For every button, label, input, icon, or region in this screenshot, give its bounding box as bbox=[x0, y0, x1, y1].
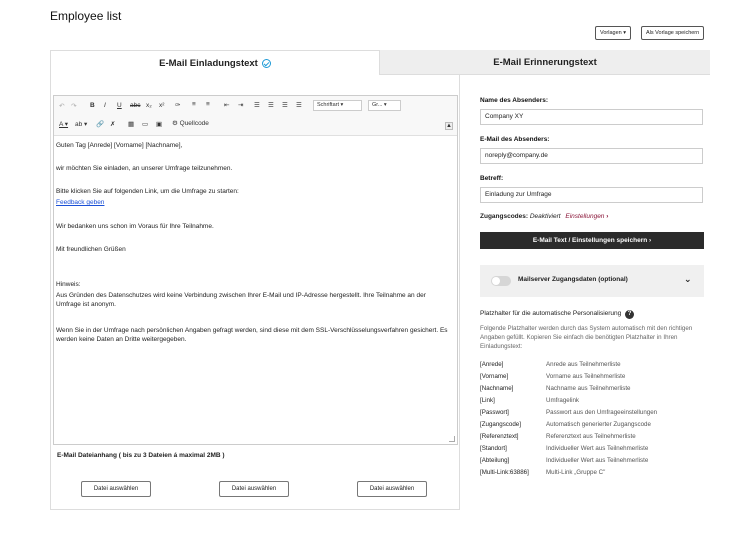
placeholder-desc: Individueller Wert aus Teilnehmerliste bbox=[546, 445, 649, 452]
caret-down-icon: ▾ bbox=[623, 30, 627, 36]
align-left-icon[interactable]: ☰ bbox=[254, 102, 260, 109]
choose-file-button-1[interactable]: Datei auswählen bbox=[81, 481, 151, 497]
image-icon[interactable]: ▣ bbox=[156, 121, 163, 128]
check-circle-icon bbox=[262, 59, 271, 68]
sender-name-input[interactable]: Company XY bbox=[480, 109, 703, 125]
rich-text-editor[interactable] bbox=[53, 95, 458, 445]
templates-label: Vorlagen bbox=[600, 30, 622, 36]
subscript-icon[interactable]: x₂ bbox=[146, 102, 152, 109]
strikethrough-icon[interactable]: abc bbox=[130, 102, 141, 109]
sender-email-label: E-Mail des Absenders: bbox=[480, 136, 550, 143]
thanks-line: Wir bedanken uns schon im Voraus für Ihre Teilnahme. bbox=[56, 223, 214, 230]
font-family-select[interactable]: Schriftart ▾ bbox=[313, 100, 362, 111]
font-size-value: Gr... bbox=[372, 102, 383, 108]
save-as-template-button[interactable]: Als Vorlage speichern bbox=[641, 26, 704, 40]
sender-name-label: Name des Absenders: bbox=[480, 97, 549, 104]
chevron-down-icon[interactable]: ⌄ bbox=[684, 274, 692, 284]
link-icon[interactable]: 🔗 bbox=[96, 121, 105, 128]
page-title: Employee list bbox=[50, 9, 122, 23]
placeholder-desc: Referenztext aus Teilnehmerliste bbox=[546, 433, 636, 440]
placeholder-key: [Nachname] bbox=[480, 385, 514, 392]
mailserver-label: Mailserver Zugangsdaten (optional) bbox=[518, 276, 628, 283]
mailserver-toggle[interactable] bbox=[491, 276, 511, 286]
placeholder-desc: Individueller Wert aus Teilnehmerliste bbox=[546, 457, 649, 464]
font-size-select[interactable]: Gr... ▾ bbox=[368, 100, 401, 111]
outdent-icon[interactable]: ⇤ bbox=[224, 102, 230, 109]
placeholder-key: [Standort] bbox=[480, 445, 507, 452]
save-button-label: E-Mail Text / Einstellungen speichern bbox=[532, 237, 648, 244]
placeholder-key: [Passwort] bbox=[480, 409, 509, 416]
superscript-icon[interactable]: x² bbox=[159, 102, 165, 109]
access-codes-settings-link[interactable]: Einstellungen bbox=[565, 213, 605, 220]
bold-icon[interactable]: B bbox=[90, 102, 95, 109]
placeholder-key: [Vorname] bbox=[480, 373, 509, 380]
placeholder-desc: Vorname aus Teilnehmerliste bbox=[546, 373, 626, 380]
mailserver-section[interactable] bbox=[480, 265, 704, 297]
placeholders-title: Platzhalter für die automatische Personalisierung bbox=[480, 310, 622, 317]
undo-icon[interactable]: ↶ bbox=[59, 103, 65, 110]
italic-icon[interactable]: I bbox=[104, 102, 106, 109]
chevron-right-icon: › bbox=[606, 213, 609, 220]
choose-file-button-2[interactable]: Datei auswählen bbox=[219, 481, 289, 497]
tab-invitation-text[interactable] bbox=[50, 50, 380, 75]
placeholder-key: [Abteilung] bbox=[480, 457, 510, 464]
unlink-icon[interactable]: ✗ bbox=[110, 121, 116, 128]
maximize-icon[interactable]: ▲ bbox=[446, 123, 452, 129]
placeholder-key: [Anrede] bbox=[480, 361, 504, 368]
bullet-list-icon[interactable]: ≡ bbox=[206, 101, 210, 108]
align-justify-icon[interactable]: ☰ bbox=[296, 102, 302, 109]
help-icon[interactable]: ? bbox=[625, 310, 634, 319]
tab-label: E-Mail Erinnerungstext bbox=[493, 56, 597, 68]
align-center-icon[interactable]: ☰ bbox=[268, 102, 274, 109]
table-icon[interactable]: ▦ bbox=[128, 121, 135, 128]
tab-bar bbox=[50, 50, 710, 75]
placeholder-desc: Automatisch generierter Zugangscode bbox=[546, 421, 651, 428]
chevron-right-icon: › bbox=[649, 237, 652, 244]
access-codes-status: Deaktiviert bbox=[529, 213, 561, 220]
choose-file-button-3[interactable]: Datei auswählen bbox=[357, 481, 427, 497]
redo-icon[interactable]: ↷ bbox=[71, 103, 77, 110]
templates-dropdown-button[interactable] bbox=[595, 26, 631, 40]
placeholder-desc: Passwort aus den Umfrageeinstellungen bbox=[546, 409, 658, 416]
access-codes-row bbox=[480, 213, 608, 220]
underline-icon[interactable]: U bbox=[117, 102, 122, 109]
placeholder-key: [Zugangscode] bbox=[480, 421, 521, 428]
subject-label: Betreff: bbox=[480, 175, 504, 182]
placeholder-key: [Multi-Link:63886] bbox=[480, 469, 529, 476]
resize-handle[interactable] bbox=[449, 436, 455, 442]
background-color-icon[interactable]: ab ▾ bbox=[75, 121, 88, 128]
placeholder-desc: Umfragelink bbox=[546, 397, 580, 404]
save-email-settings-button[interactable] bbox=[480, 232, 704, 249]
source-code-icon: ⚙ bbox=[172, 120, 178, 127]
privacy-note: Aus Gründen des Datenschutzes wird keine Verbindung zwischen Ihrer E-Mail und IP-Adresse hergestellt. Ihre Teilnahme an der Umfrage ist anonym. bbox=[56, 292, 426, 308]
attachment-title: E-Mail Dateianhang ( bis zu 3 Dateien á maximal 2MB ) bbox=[57, 452, 225, 459]
horizontal-line-icon[interactable]: ▭ bbox=[142, 121, 149, 128]
clear-format-icon[interactable]: ✑ bbox=[175, 102, 181, 109]
numbered-list-icon[interactable]: ≡ bbox=[192, 101, 196, 108]
tab-reminder-text[interactable] bbox=[380, 50, 710, 75]
placeholder-desc: Nachname aus Teilnehmerliste bbox=[546, 385, 631, 392]
placeholders-description: Folgende Platzhalter werden durch das System automatisch mit den richtigen Angaben gefüllt. Kopieren Sie einfach die benötigten Platzhalter in Ihren Einladungstext: bbox=[480, 325, 693, 350]
closing-line: Mit freundlichen Grüßen bbox=[56, 246, 126, 253]
instruction-line: Bitte klicken Sie auf folgenden Link, um die Umfrage zu starten: bbox=[56, 188, 239, 195]
source-code-button[interactable] bbox=[172, 119, 209, 127]
placeholder-desc: Anrede aus Teilnehmerliste bbox=[546, 361, 621, 368]
invite-line: wir möchten Sie einladen, an unserer Umfrage teilzunehmen. bbox=[56, 165, 233, 172]
indent-icon[interactable]: ⇥ bbox=[238, 102, 244, 109]
text-color-icon[interactable]: A ▾ bbox=[59, 121, 69, 128]
feedback-link[interactable]: Feedback geben bbox=[56, 199, 105, 206]
placeholder-desc: Multi-Link „Gruppe C" bbox=[546, 469, 606, 476]
font-family-value: Schriftart bbox=[317, 102, 340, 108]
tab-label: E-Mail Einladungstext bbox=[159, 57, 258, 69]
source-code-label: Quellcode bbox=[179, 120, 209, 127]
greeting-line: Guten Tag [Anrede] [Vorname] [Nachname], bbox=[56, 142, 183, 149]
placeholder-key: [Referenztext] bbox=[480, 433, 519, 440]
editor-toolbar bbox=[54, 96, 457, 136]
ssl-note: Wenn Sie in der Umfrage nach persönlichen Angaben gefragt werden, sind diese mit dem SSL-Verschlüsselungsverfahren gesichert. Es werden keine Daten an Dritte weitergegeben. bbox=[56, 327, 448, 343]
placeholder-key: [Link] bbox=[480, 397, 495, 404]
note-heading: Hinweis: bbox=[56, 281, 81, 288]
align-right-icon[interactable]: ☰ bbox=[282, 102, 288, 109]
sender-email-input[interactable]: noreply@company.de bbox=[480, 148, 703, 164]
access-codes-label: Zugangscodes: bbox=[480, 213, 529, 220]
subject-input[interactable]: Einladung zur Umfrage bbox=[480, 187, 703, 203]
placeholders-title-row bbox=[480, 310, 634, 319]
